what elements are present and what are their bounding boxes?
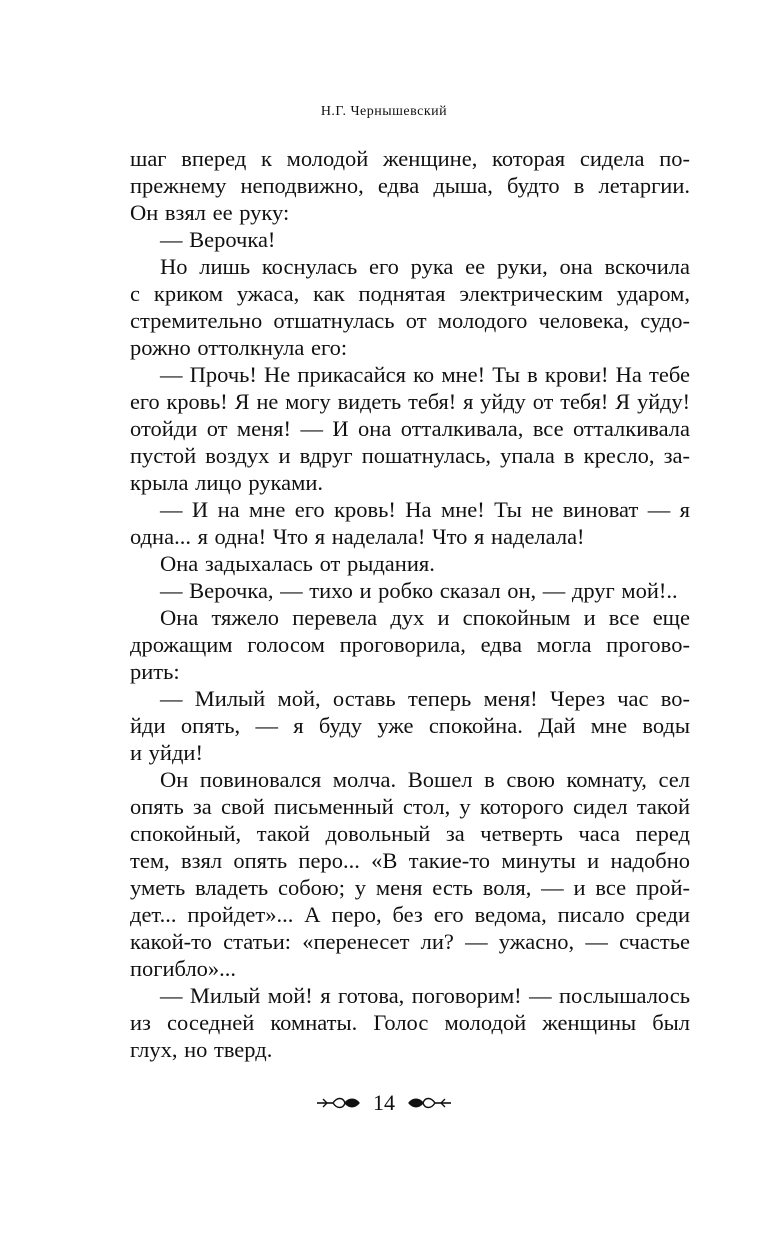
text-line: — Верочка, — тихо и робко сказал он, — друг мой!.. — [160, 578, 678, 603]
text-line: Он взял ее руку: — [130, 200, 290, 225]
text-line: шаг вперед к молодой женщине, которая сидела по- — [130, 146, 690, 171]
text-line: и уйди! — [130, 740, 203, 765]
text-line: из соседней комнаты. Голос молодой женщины был — [130, 1010, 690, 1035]
text-line: спокойный, такой довольный за четверть часа перед — [130, 821, 690, 846]
text-line: одна... я одна! Что я наделала! Что я наделала! — [130, 524, 585, 549]
text-line: отойди от меня! — И она отталкивала, все отталкивала — [130, 416, 690, 441]
text-line: — И на мне его кровь! На мне! Ты не виноват — я — [160, 497, 690, 522]
flourish-right-icon — [405, 1095, 453, 1111]
text-line: уметь владеть собою; у меня есть воля, — и все прой- — [130, 875, 690, 900]
page-number: 14 — [373, 1090, 395, 1115]
text-line: тем, взял опять перо... «В такие-то минуты и надобно — [130, 848, 690, 873]
flourish-left-icon — [315, 1095, 363, 1111]
text-line: — Прочь! Не прикасайся ко мне! Ты в крови! На тебе — [160, 362, 690, 387]
text-line: йди опять, — я буду уже спокойна. Дай мне воды — [130, 713, 690, 738]
text-line: Она тяжело перевела дух и спокойным и все еще — [160, 605, 690, 630]
text-line: прежнему неподвижно, едва дыша, будто в летаргии. — [130, 173, 690, 198]
text-line: пустой воздух и вдруг пошатнулась, упала в кресло, за- — [130, 443, 690, 468]
text-line: крыла лицо руками. — [130, 470, 324, 495]
running-header: Н.Г. Чернышевский — [320, 104, 448, 119]
text-line: рить: — [130, 659, 180, 684]
text-line: рожно оттолкнула его: — [130, 335, 348, 360]
text-line: Он повиновался молча. Вошел в свою комнату, сел — [160, 767, 690, 792]
text-line: погибло»... — [130, 956, 237, 981]
text-line: с криком ужаса, как поднятая электрическим ударом, — [130, 281, 690, 306]
text-line: глух, но тверд. — [130, 1037, 273, 1062]
text-line: дрожащим голосом проговорила, едва могла проговo- — [130, 632, 690, 657]
text-line: дет... пройдет»... А перо, без его ведома, писало среди — [130, 902, 690, 927]
body-text — [130, 145, 690, 1063]
text-line: стремительно отшатнулась от молодого человека, судо- — [130, 308, 690, 333]
text-line: — Милый мой! я готова, поговорим! — послышалось — [160, 983, 690, 1008]
text-line: Она задыхалась от рыдания. — [160, 551, 435, 576]
text-line: Но лишь коснулась его рука ее руки, она вскочила — [160, 254, 690, 279]
text-line: — Верочка! — [160, 227, 276, 252]
page-footer — [0, 1090, 768, 1116]
text-line: его кровь! Я не могу видеть тебя! я уйду от тебя! Я уйду! — [130, 389, 690, 414]
text-line: какой-то статьи: «перенесет ли? — ужасно, — счастье — [130, 929, 690, 954]
text-line: опять за свой письменный стол, у которого сидел такой — [130, 794, 690, 819]
text-line: — Милый мой, оставь теперь меня! Через час во- — [160, 686, 690, 711]
